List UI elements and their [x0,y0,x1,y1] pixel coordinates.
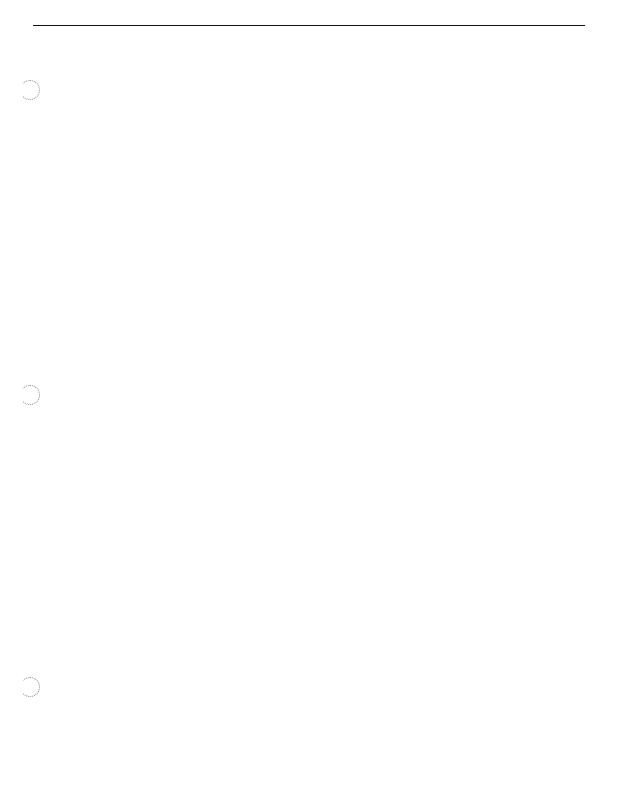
left-column [58,54,330,69]
punch-hole [20,677,40,697]
punch-hole [20,385,40,405]
punch-hole [20,80,40,100]
header-rule [33,25,585,26]
